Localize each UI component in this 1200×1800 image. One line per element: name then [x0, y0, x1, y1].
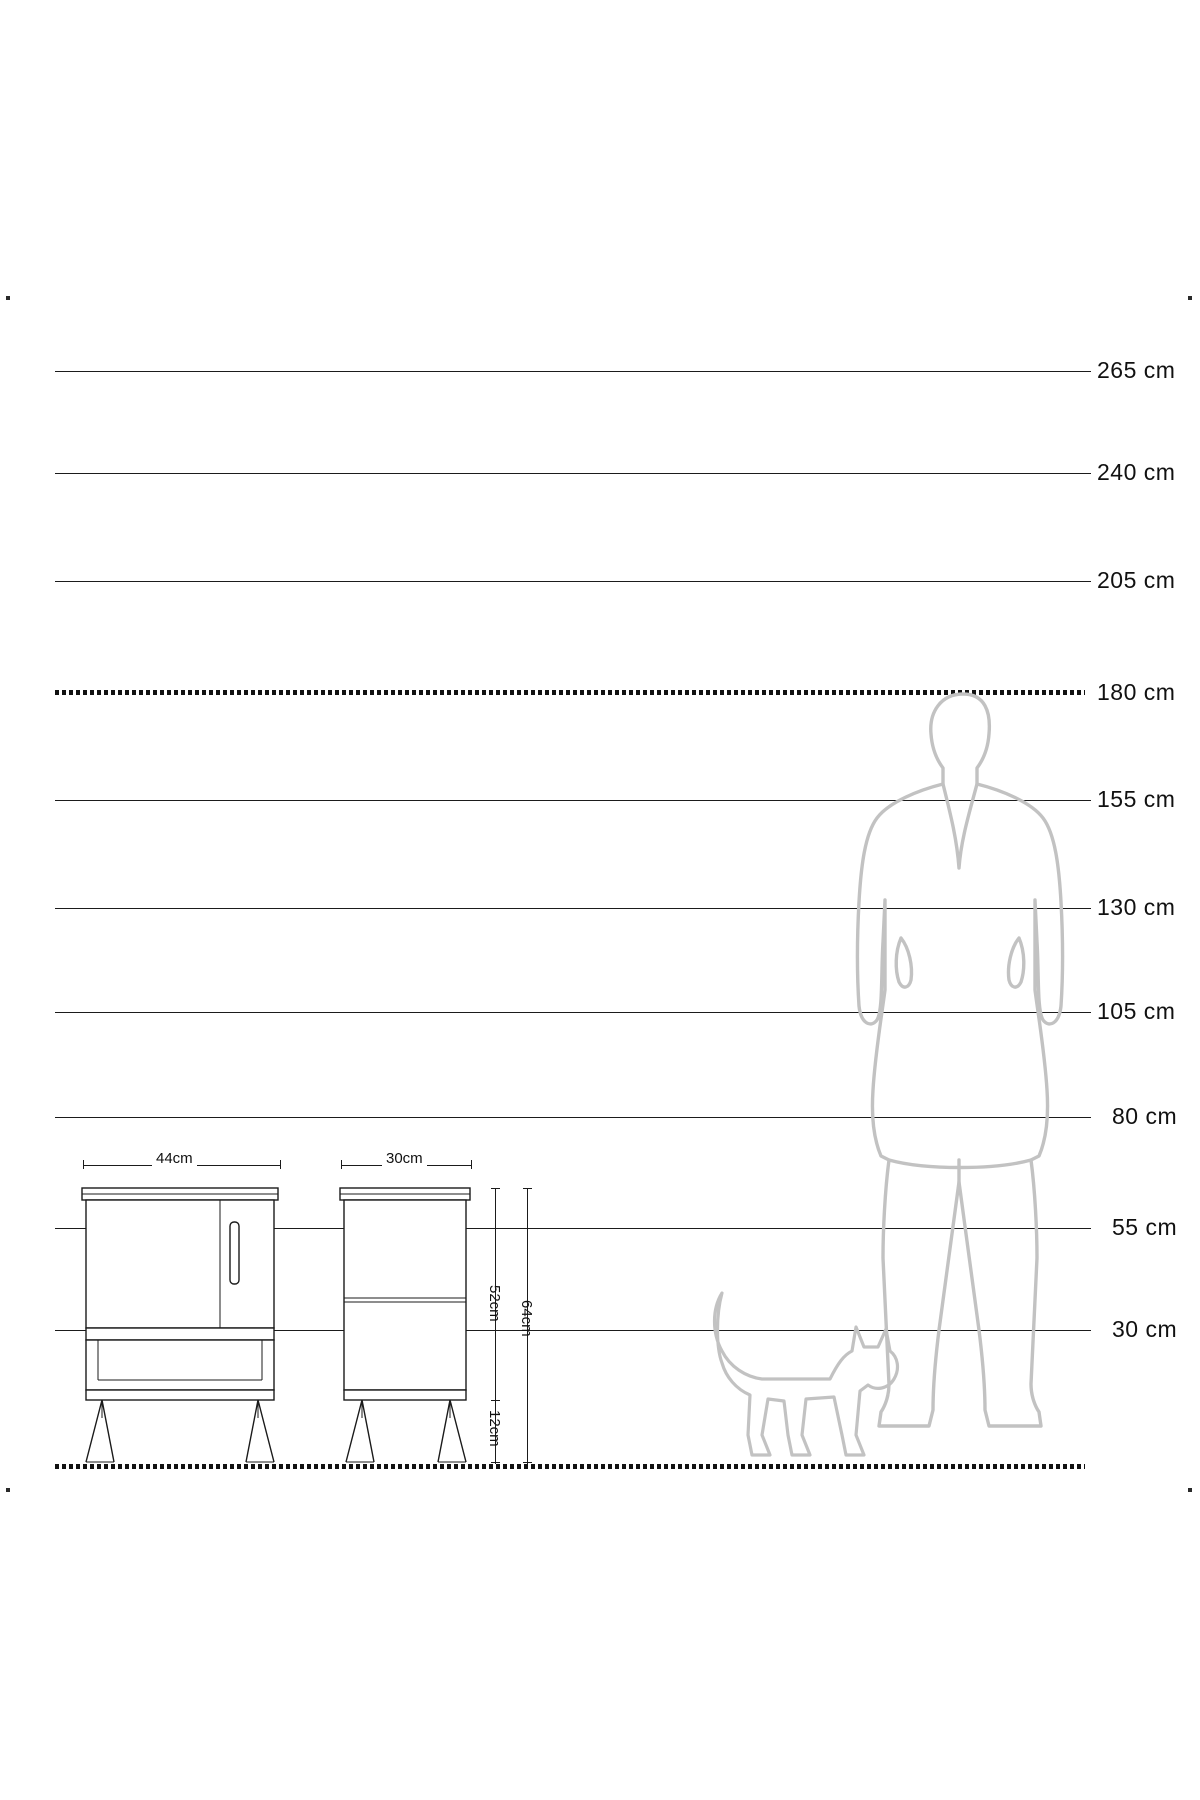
- scale-label-180: 180 cm: [1097, 679, 1176, 705]
- scale-tick-105: [1073, 1012, 1091, 1013]
- scale-line-265: [55, 371, 1073, 372]
- dim-cap-right-44: [280, 1160, 281, 1169]
- registration-dot-bottom-right: [1188, 1488, 1192, 1492]
- scale-tick-80: [1073, 1117, 1091, 1118]
- dim-cap-left-30: [341, 1160, 342, 1169]
- nightstand-wide: [80, 1180, 290, 1470]
- scale-tick-205: [1073, 581, 1091, 582]
- scale-tick-30: [1073, 1330, 1091, 1331]
- dim-label-height-64: 64cm: [518, 1300, 535, 1337]
- registration-dot-top-right: [1188, 296, 1192, 300]
- scale-label-105: 105 cm: [1097, 998, 1176, 1024]
- dim-label-width-44: 44cm: [152, 1150, 197, 1167]
- dim-cap-top-52: [491, 1188, 500, 1189]
- scale-line-240: [55, 473, 1073, 474]
- dim-label-height-52: 52cm: [486, 1285, 503, 1322]
- scale-label-55: 55 cm: [1112, 1214, 1178, 1240]
- dim-cap-right-30: [471, 1160, 472, 1169]
- scale-tick-240: [1073, 473, 1091, 474]
- scale-tick-55: [1073, 1228, 1091, 1229]
- registration-dot-top-left: [6, 296, 10, 300]
- scale-label-240: 240 cm: [1097, 459, 1176, 485]
- registration-dot-bottom-left: [6, 1488, 10, 1492]
- dim-cap-bottom-64: [523, 1462, 532, 1463]
- scale-tick-130: [1073, 908, 1091, 909]
- scale-label-265: 265 cm: [1097, 357, 1176, 383]
- scale-label-130: 130 cm: [1097, 894, 1176, 920]
- scale-tick-265: [1073, 371, 1091, 372]
- scale-label-30: 30 cm: [1112, 1316, 1178, 1342]
- scale-tick-155: [1073, 800, 1091, 801]
- scale-line-205: [55, 581, 1073, 582]
- dim-cap-top-64: [523, 1188, 532, 1189]
- dim-label-width-30: 30cm: [382, 1150, 427, 1167]
- dim-cap-bottom-12: [491, 1462, 500, 1463]
- scale-label-80: 80 cm: [1112, 1103, 1178, 1129]
- scale-label-155: 155 cm: [1097, 786, 1176, 812]
- nightstand-narrow: [338, 1180, 478, 1470]
- dim-label-height-12: 12cm: [486, 1410, 503, 1447]
- scale-label-205: 205 cm: [1097, 567, 1176, 593]
- person-silhouette: [855, 690, 1075, 1470]
- dim-cap-left-44: [83, 1160, 84, 1169]
